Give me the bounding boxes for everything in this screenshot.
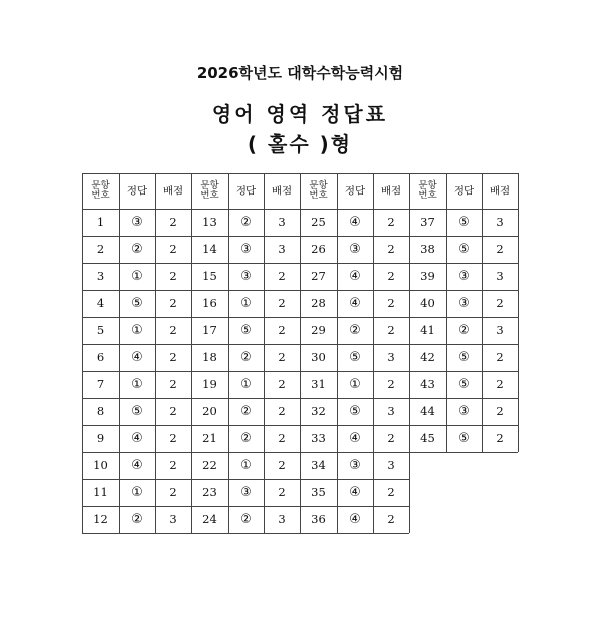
- points-value: 2: [278, 349, 286, 364]
- header-question-number-line: 문항: [418, 180, 437, 192]
- question-number: 6: [96, 349, 105, 364]
- question-number: 42: [420, 349, 435, 364]
- question-number: 30: [311, 349, 326, 364]
- header-answer: 정답: [126, 184, 148, 197]
- answer-choice: ②: [131, 512, 143, 527]
- exam-title: 2026학년도 대학수학능력시험: [196, 64, 404, 82]
- header-points: 배점: [271, 184, 293, 197]
- question-number: 22: [202, 457, 217, 472]
- answer-choice: ③: [131, 215, 143, 230]
- group-line: [191, 173, 192, 533]
- question-number: 28: [311, 295, 326, 310]
- points-value: 2: [387, 268, 395, 283]
- answer-choice: ③: [458, 296, 470, 311]
- question-number: 45: [420, 430, 435, 445]
- question-number: 37: [420, 214, 435, 229]
- question-number: 34: [311, 457, 326, 472]
- points-value: 3: [169, 511, 177, 526]
- points-value: 3: [496, 322, 504, 337]
- answer-choice: ⑤: [458, 242, 470, 257]
- points-value: 3: [387, 403, 395, 418]
- column-line: [482, 173, 483, 452]
- question-number: 18: [202, 349, 217, 364]
- header-question-number-line: 문항: [91, 180, 110, 192]
- points-value: 2: [278, 403, 286, 418]
- question-number: 13: [202, 214, 217, 229]
- header-points: 배점: [380, 184, 402, 197]
- points-value: 2: [387, 322, 395, 337]
- points-value: 2: [169, 457, 177, 472]
- points-value: 2: [169, 484, 177, 499]
- question-number: 38: [420, 241, 435, 256]
- subject-title: 영어 영역 정답표: [211, 102, 389, 126]
- question-number: 24: [202, 511, 217, 526]
- column-line: [373, 173, 374, 533]
- points-value: 3: [278, 511, 286, 526]
- form-type: ( 홀수 )형: [247, 132, 353, 156]
- points-value: 3: [278, 241, 286, 256]
- table-border-bottom-short: [409, 452, 518, 453]
- question-number: 32: [311, 403, 326, 418]
- question-number: 44: [420, 403, 435, 418]
- question-number: 3: [96, 268, 105, 283]
- answer-choice: ②: [240, 404, 252, 419]
- answer-choice: ③: [240, 485, 252, 500]
- question-number: 16: [202, 295, 217, 310]
- points-value: 2: [169, 430, 177, 445]
- answer-choice: ②: [131, 242, 143, 257]
- answer-choice: ⑤: [349, 404, 361, 419]
- points-value: 2: [496, 376, 504, 391]
- answer-choice: ③: [240, 269, 252, 284]
- question-number: 15: [202, 268, 217, 283]
- points-value: 2: [496, 403, 504, 418]
- points-value: 3: [387, 349, 395, 364]
- column-line: [337, 173, 338, 533]
- points-value: 2: [387, 484, 395, 499]
- question-number: 17: [202, 322, 217, 337]
- points-value: 2: [169, 403, 177, 418]
- points-value: 2: [387, 511, 395, 526]
- header-question-number-line: 번호: [418, 190, 437, 201]
- points-value: 3: [387, 457, 395, 472]
- question-number: 7: [96, 376, 105, 391]
- answer-choice: ④: [131, 458, 143, 473]
- answer-choice: ①: [131, 269, 143, 284]
- answer-choice: ①: [240, 377, 252, 392]
- header-question-number-line: 문항: [309, 180, 328, 192]
- points-value: 2: [496, 241, 504, 256]
- question-number: 36: [311, 511, 326, 526]
- header-question-number-line: 번호: [309, 190, 328, 201]
- answer-choice: ①: [240, 458, 252, 473]
- column-line: [155, 173, 156, 533]
- column-line: [119, 173, 120, 533]
- points-value: 2: [387, 214, 395, 229]
- row-line: [82, 479, 409, 480]
- answer-choice: ①: [349, 377, 361, 392]
- points-value: 2: [278, 484, 286, 499]
- table-border-bottom: [82, 533, 409, 534]
- header-question-number: [409, 173, 446, 209]
- column-line: [446, 173, 447, 452]
- answer-choice: ⑤: [458, 350, 470, 365]
- group-line: [300, 173, 301, 533]
- points-value: 2: [278, 430, 286, 445]
- answer-choice: ⑤: [458, 431, 470, 446]
- row-line: [82, 452, 409, 453]
- header-answer: 정답: [344, 184, 366, 197]
- points-value: 3: [496, 268, 504, 283]
- table-border-right: [518, 173, 519, 452]
- question-number: 40: [420, 295, 435, 310]
- points-value: 2: [169, 241, 177, 256]
- answer-choice: ④: [349, 512, 361, 527]
- row-line: [82, 506, 409, 507]
- answer-choice: ⑤: [131, 404, 143, 419]
- points-value: 2: [169, 295, 177, 310]
- question-number: 41: [420, 322, 435, 337]
- answer-choice: ①: [131, 323, 143, 338]
- header-points: 배점: [489, 184, 511, 197]
- question-number: 39: [420, 268, 435, 283]
- points-value: 2: [278, 295, 286, 310]
- points-value: 2: [278, 376, 286, 391]
- points-value: 2: [278, 457, 286, 472]
- question-number: 29: [311, 322, 326, 337]
- header-question-number: [82, 173, 119, 209]
- question-number: 35: [311, 484, 326, 499]
- answer-choice: ④: [349, 296, 361, 311]
- answer-choice: ④: [131, 431, 143, 446]
- answer-choice: ⑤: [240, 323, 252, 338]
- points-value: 2: [387, 430, 395, 445]
- question-number: 23: [202, 484, 217, 499]
- question-number: 8: [96, 403, 105, 418]
- answer-choice: ①: [240, 296, 252, 311]
- points-value: 2: [278, 268, 286, 283]
- answer-choice: ③: [240, 242, 252, 257]
- answer-choice: ⑤: [458, 215, 470, 230]
- points-value: 2: [387, 295, 395, 310]
- question-number: 12: [93, 511, 108, 526]
- points-value: 2: [169, 376, 177, 391]
- points-value: 3: [496, 214, 504, 229]
- answer-choice: ②: [458, 323, 470, 338]
- answer-choice: ②: [240, 431, 252, 446]
- points-value: 2: [169, 322, 177, 337]
- question-number: 27: [311, 268, 326, 283]
- column-line: [228, 173, 229, 533]
- answer-choice: ④: [349, 485, 361, 500]
- question-number: 1: [96, 214, 105, 229]
- answer-choice: ⑤: [349, 350, 361, 365]
- points-value: 2: [169, 349, 177, 364]
- answer-choice: ①: [131, 377, 143, 392]
- header-answer: 정답: [453, 184, 475, 197]
- header-question-number-line: 문항: [200, 180, 219, 192]
- points-value: 2: [387, 241, 395, 256]
- answer-choice: ④: [349, 215, 361, 230]
- points-value: 3: [278, 214, 286, 229]
- answer-choice: ③: [458, 404, 470, 419]
- header-question-number: [300, 173, 337, 209]
- header-points: 배점: [162, 184, 184, 197]
- question-number: 33: [311, 430, 326, 445]
- column-line: [264, 173, 265, 533]
- points-value: 2: [169, 214, 177, 229]
- question-number: 43: [420, 376, 435, 391]
- header-answer: 정답: [235, 184, 257, 197]
- group-line: [409, 173, 410, 452]
- answer-choice: ②: [240, 350, 252, 365]
- question-number: 9: [96, 430, 105, 445]
- points-value: 2: [169, 268, 177, 283]
- header-question-number: [191, 173, 228, 209]
- question-number: 20: [202, 403, 217, 418]
- points-value: 2: [496, 430, 504, 445]
- question-number: 26: [311, 241, 326, 256]
- points-value: 2: [387, 376, 395, 391]
- question-number: 14: [202, 241, 217, 256]
- answer-choice: ④: [349, 269, 361, 284]
- answer-choice: ④: [131, 350, 143, 365]
- question-number: 19: [202, 376, 217, 391]
- points-value: 2: [278, 322, 286, 337]
- table-border-step: [409, 452, 410, 533]
- answer-key-table: [82, 173, 518, 533]
- answer-choice: ③: [349, 242, 361, 257]
- question-number: 10: [93, 457, 108, 472]
- answer-choice: ①: [131, 485, 143, 500]
- question-number: 4: [96, 295, 105, 310]
- answer-choice: ⑤: [458, 377, 470, 392]
- answer-choice: ⑤: [131, 296, 143, 311]
- question-number: 2: [96, 241, 105, 256]
- answer-choice: ②: [349, 323, 361, 338]
- answer-choice: ③: [349, 458, 361, 473]
- answer-choice: ②: [240, 215, 252, 230]
- header-question-number-line: 번호: [200, 190, 219, 201]
- question-number: 5: [96, 322, 105, 337]
- question-number: 25: [311, 214, 326, 229]
- points-value: 2: [496, 349, 504, 364]
- answer-choice: ④: [349, 431, 361, 446]
- answer-choice: ②: [240, 512, 252, 527]
- header-question-number-line: 번호: [91, 190, 110, 201]
- question-number: 11: [93, 484, 108, 499]
- answer-choice: ③: [458, 269, 470, 284]
- points-value: 2: [496, 295, 504, 310]
- question-number: 21: [202, 430, 217, 445]
- question-number: 31: [311, 376, 326, 391]
